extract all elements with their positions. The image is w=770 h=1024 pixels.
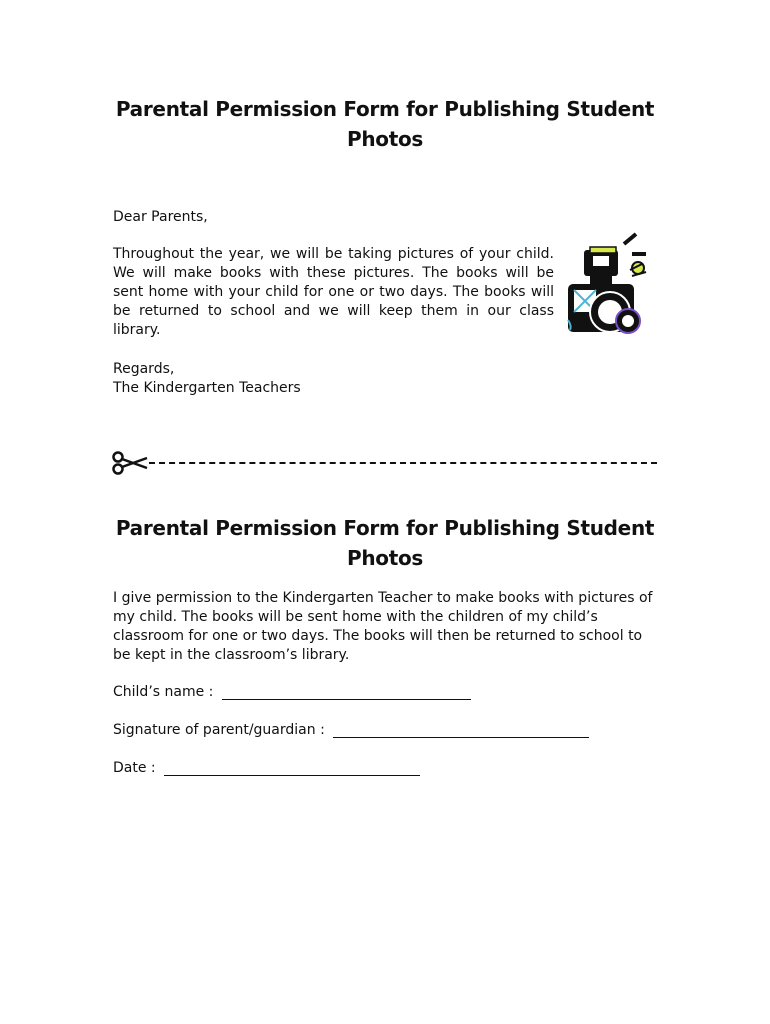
permission-statement: I give permission to the Kindergarten Teacher to make books with pictures of my child. The books will be sent home with the children of my child’s classroom for one or two days. The books will then be returned to school to be kept in the classroom’s library. [113,590,653,663]
signature-blank[interactable] [333,723,589,738]
cut-line [111,449,671,477]
signature-label: Signature of parent/guardian : [113,722,325,738]
camera-clipart-icon [560,230,648,340]
signature-field [113,722,589,742]
letter-title: Parental Permission Form for Publishing Student Photos [115,97,655,151]
child-name-field [113,684,471,704]
date-field [113,760,420,780]
closing: Regards, [113,361,175,377]
dashed-cut-line [149,462,657,464]
scissors-icon [111,451,149,475]
signature-line: The Kindergarten Teachers [113,380,301,396]
date-label: Date : [113,760,156,776]
form-title: Parental Permission Form for Publishing Student Photos [115,516,655,570]
closing-block [113,360,301,398]
child-name-label: Child’s name : [113,684,214,700]
child-name-blank[interactable] [222,685,471,700]
greeting: Dear Parents, [113,209,208,225]
letter-body: Throughout the year, we will be taking pictures of your child. We will make books with these pictures. The books will be sent home with your child for one or two days. The books will be returned to school and we will keep them in our class library. [113,246,554,338]
date-blank[interactable] [164,761,420,776]
